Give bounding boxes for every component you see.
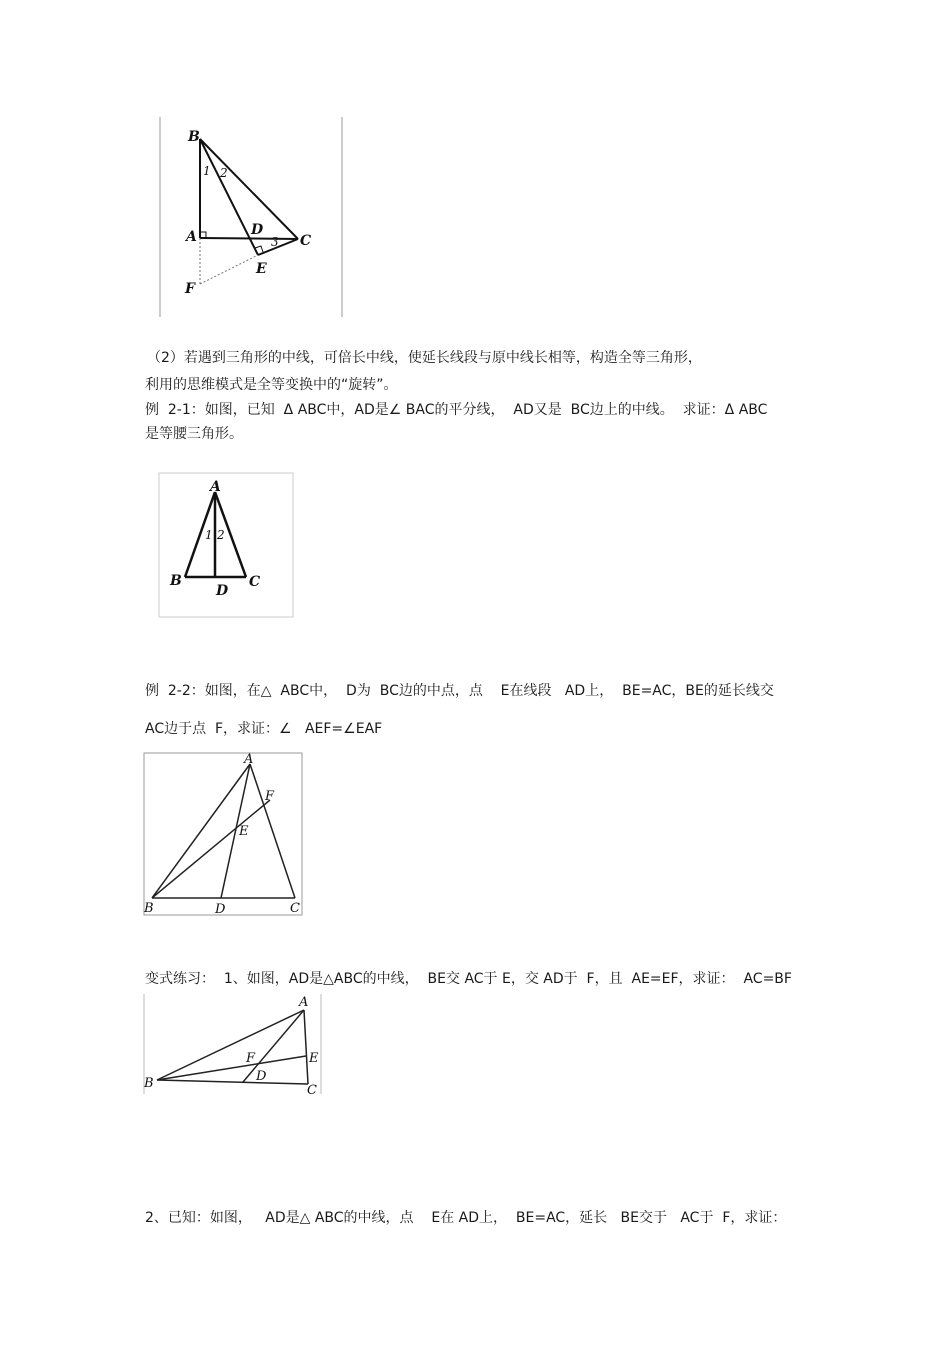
label-d: D (215, 902, 226, 917)
label-b: B (170, 573, 182, 589)
dotted-fe (200, 255, 258, 284)
label-c: C (249, 574, 261, 590)
label-e: E (239, 824, 249, 839)
label-f: F (185, 281, 195, 297)
segment-bf (152, 800, 270, 898)
figure-2-isosceles-triangle (158, 472, 296, 620)
label-a: A (210, 479, 221, 495)
angle-label-1: 1 (205, 528, 213, 542)
label-d: D (256, 1069, 267, 1084)
label-f: F (265, 789, 275, 804)
label-a: A (186, 229, 197, 245)
label-b: B (144, 901, 154, 916)
angle-label-1: 1 (203, 164, 211, 178)
variant-exercise-1: 变式练习： 1、如图，AD是△ABC的中线， BE交 AC于 E，交 AD于 F，且 AE=EF，求证： AC=BF (145, 971, 792, 987)
label-e: E (256, 261, 267, 277)
example-2-2-line-1: 例 2-2：如图，在△ ABC中， D为 BC边的中点，点 E在线段 AD上， BE=AC，BE的延长线交 (145, 683, 774, 699)
figure-1-right-triangle (158, 117, 344, 319)
label-c: C (290, 901, 300, 916)
paragraph-2-line-1: （2）若遇到三角形的中线，可倍长中线，使延长线段与原中线长相等，构造全等三角形， (147, 350, 702, 366)
label-e: E (309, 1051, 319, 1066)
label-b: B (188, 129, 200, 145)
label-f: F (246, 1051, 256, 1066)
exercise-2: 2、已知：如图， AD是△ ABC的中线，点 E在 AD上， BE=AC，延长 BE交于 AC于 F，求证： (145, 1210, 787, 1226)
label-a: A (299, 995, 309, 1010)
example-2-1-line-2: 是等腰三角形。 (145, 426, 243, 442)
label-d: D (251, 222, 264, 238)
label-b: B (144, 1076, 154, 1091)
segment-bc (157, 1080, 308, 1084)
example-2-1-line-1: 例 2-1：如图，已知 Δ ABC中，AD是∠ BAC的平分线， AD又是 BC边上的中线。 求证：Δ ABC (145, 402, 768, 418)
angle-label-2: 2 (217, 528, 225, 542)
segment-ac (250, 764, 295, 898)
figure-4-triangle-abc (143, 994, 325, 1100)
segment-be (157, 1056, 306, 1080)
segment-ac (304, 1010, 308, 1084)
segment-ad (243, 1010, 304, 1082)
segment-bc (200, 139, 298, 239)
label-d: D (216, 583, 229, 599)
figure-3-triangle-abc (143, 752, 305, 918)
angle-label-3: 3 (271, 235, 279, 249)
segment-ba (157, 1010, 304, 1080)
label-c: C (300, 233, 312, 249)
example-2-2-line-2: AC边于点 F，求证：∠ AEF=∠EAF (145, 721, 383, 737)
label-a: A (244, 752, 254, 767)
label-c: C (307, 1083, 317, 1098)
paragraph-2-line-2: 利用的思维模式是全等变换中的“旋转”。 (145, 377, 398, 393)
angle-label-2: 2 (220, 166, 228, 180)
